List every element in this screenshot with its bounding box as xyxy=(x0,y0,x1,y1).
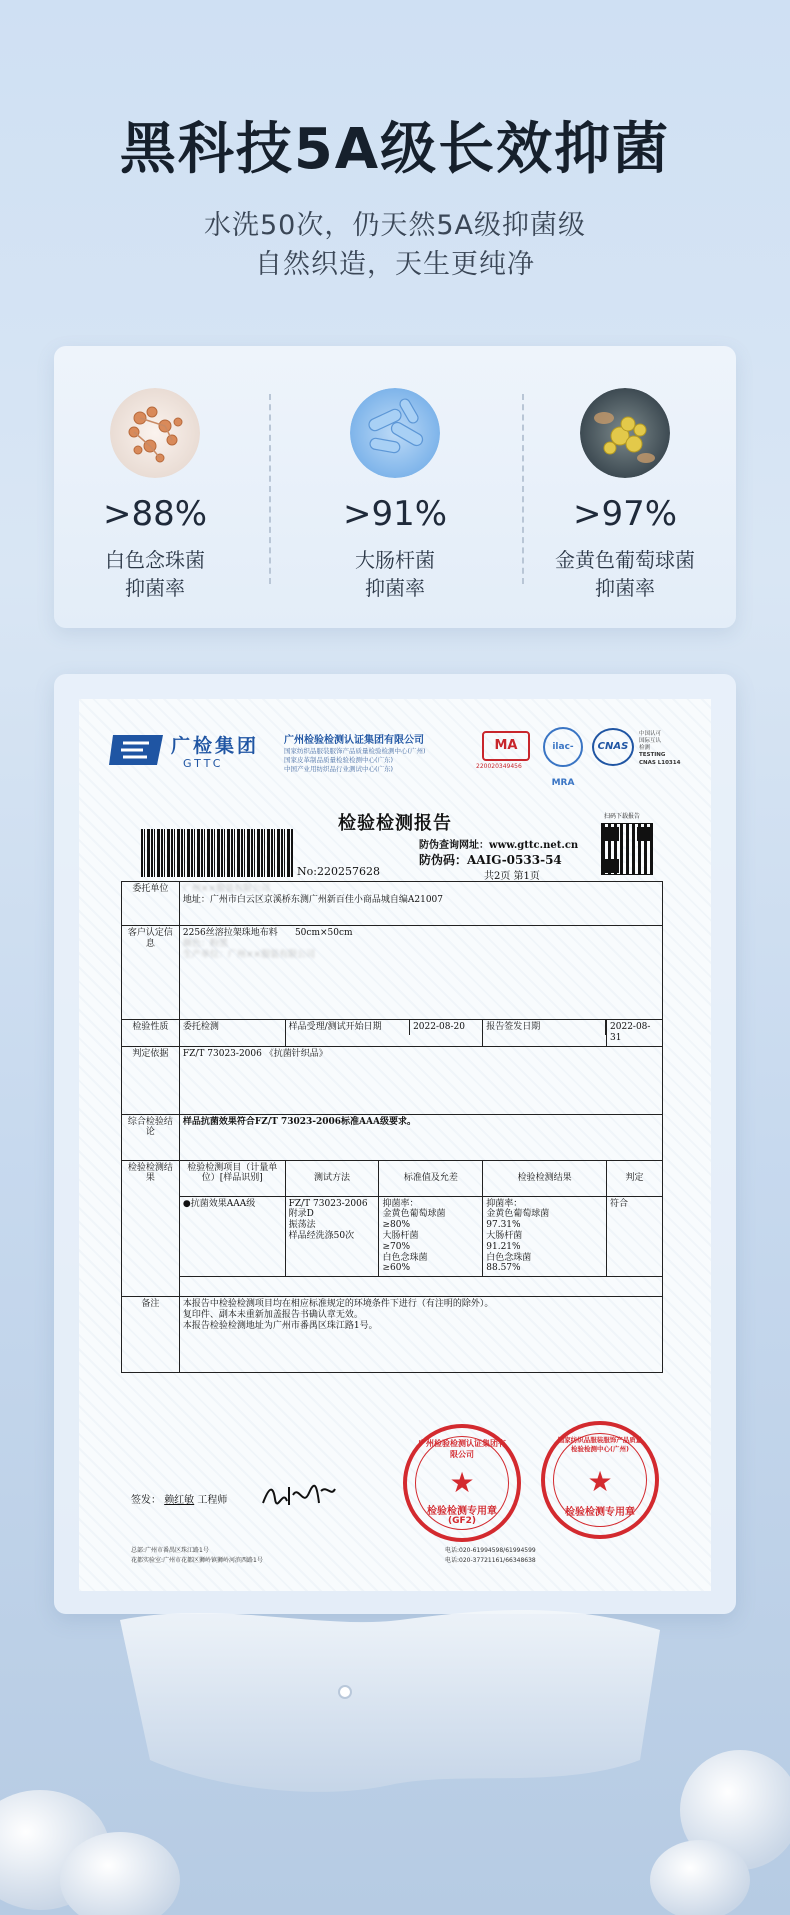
nature-value: 委托检测 xyxy=(179,1020,285,1047)
stat-e-coli xyxy=(294,346,496,628)
hero-title: 黑科技5A级长效抑菌 xyxy=(119,117,671,182)
seal-arc-text: 广州检验检测认证集团有限公司 xyxy=(418,1439,506,1459)
staphylococcus-microscope-image xyxy=(580,388,670,478)
report-title: 检验检测报告 xyxy=(338,813,452,834)
cnas-side-text: CNAS L10314 xyxy=(639,760,681,766)
basis-label: 判定依据 xyxy=(122,1046,180,1114)
company-sub-line: 国家皮革制品质量检验检测中心(广东) xyxy=(284,756,394,764)
client-info xyxy=(179,882,662,926)
stat-rate-label: 抑菌率 xyxy=(365,576,425,600)
conclusion-label: 综合检验结论 xyxy=(122,1114,180,1160)
inspection-seal-2 xyxy=(541,1421,659,1539)
standard-line: ≥60% xyxy=(382,1263,411,1274)
row-method xyxy=(285,1196,379,1277)
result-line: 91.21% xyxy=(486,1241,521,1252)
antibacterial-stats-card xyxy=(54,346,736,628)
sample-info xyxy=(179,926,662,1020)
remark-line: 本报告中检验检测项目均在相应标准规定的环境条件下进行（有注明的除外）。 xyxy=(182,1299,494,1310)
e-coli-microscope-image xyxy=(350,388,440,478)
result-line: 白色念珠菌 xyxy=(486,1252,532,1263)
standard-line: ≥70% xyxy=(382,1241,411,1252)
report-table xyxy=(121,881,663,1373)
cma-mark: MA xyxy=(482,731,530,761)
stat-divider xyxy=(269,394,271,584)
ilac-mra-mark: ilac-MRA xyxy=(543,727,583,767)
cma-number: 220020349456 xyxy=(476,763,522,770)
empty-row xyxy=(179,1277,662,1297)
candida-microscope-image xyxy=(110,388,200,478)
certificate-frame xyxy=(54,674,736,1614)
footer-phone-2: 电话:020-37721161/66348638 xyxy=(445,1557,536,1564)
result-line: 大肠杆菌 xyxy=(486,1230,523,1241)
verify-site: 防伪查询网址：www.gttc.net.cn xyxy=(419,840,579,851)
handwritten-signature xyxy=(259,1481,339,1509)
nature-label: 检验性质 xyxy=(122,1020,180,1047)
stat-rate-label: 抑菌率 xyxy=(595,576,655,600)
table-row xyxy=(122,1196,663,1277)
method-line: 样品经洗涤50次 xyxy=(288,1230,355,1241)
hero-subtitle-line1: 水洗50次，仍天然5A级抑菌级 xyxy=(203,210,586,241)
col-method-header: 测试方法 xyxy=(285,1160,379,1196)
result-line: 88.57% xyxy=(486,1263,521,1274)
stat-rate-label: 抑菌率 xyxy=(125,576,185,600)
method-line: 振荡法 xyxy=(288,1220,316,1231)
results-label: 检验检测结果 xyxy=(122,1160,180,1297)
brand-name-en: GTTC xyxy=(183,757,224,770)
stat-percent: >88% xyxy=(102,494,208,534)
verify-code: 防伪码：AAIG-0533-54 xyxy=(419,853,562,867)
hero-subtitle-line2: 自然织造，天生更纯净 xyxy=(255,249,535,280)
signer-name: 赖红敏 xyxy=(164,1495,195,1506)
test-report-document xyxy=(79,699,711,1591)
signer-block xyxy=(131,1491,227,1506)
stat-name: 大肠杆菌 xyxy=(355,548,435,572)
seal-code-text: (GF2) xyxy=(447,1516,477,1526)
star-icon: ★ xyxy=(587,1465,613,1498)
page-number: 共2页 第1页 xyxy=(484,871,540,882)
cnas-side-text: 检测 xyxy=(639,745,651,751)
stat-percent: >97% xyxy=(572,494,678,534)
received-value: 2022-08-20 xyxy=(413,1022,465,1032)
stat-name: 白色念珠菌 xyxy=(105,548,205,572)
stat-staphylococcus xyxy=(514,346,736,628)
issue-cell xyxy=(483,1020,607,1047)
signer-label: 签发： xyxy=(131,1495,161,1506)
seal-center-text: 检验检测专用章 xyxy=(565,1507,635,1518)
client-name: 广州××服装有限公司 xyxy=(182,884,270,894)
company-name: 广州检验检测认证集团有限公司 xyxy=(284,735,424,746)
cnas-mark: CNAS xyxy=(592,728,634,766)
row-item: ●抗菌效果AAA级 xyxy=(179,1196,285,1277)
star-icon: ★ xyxy=(449,1466,475,1499)
remark-label: 备注 xyxy=(122,1297,180,1373)
row-result xyxy=(483,1196,607,1277)
standard-line: ≥80% xyxy=(382,1220,411,1231)
received-cell xyxy=(285,1020,483,1047)
issue-value: 2022-08-31 xyxy=(607,1020,663,1047)
standard-line: 白色念珠菌 xyxy=(382,1252,428,1263)
standard-line: 金黄色葡萄球菌 xyxy=(382,1209,446,1220)
sample-name: 2256丝溶拉架珠地布料 xyxy=(182,928,278,938)
method-line: FZ/T 73023-2006 xyxy=(288,1198,368,1209)
result-line: 97.31% xyxy=(486,1220,521,1231)
seal-arc-text: 国家纺织品服装服饰产品质量检验检测中心(广州) xyxy=(557,1436,643,1453)
issue-label: 报告签发日期 xyxy=(483,1020,605,1035)
method-line: 附录D xyxy=(288,1209,314,1220)
stat-name: 金黄色葡萄球菌 xyxy=(555,548,695,572)
qr-code-icon xyxy=(601,823,653,875)
sample-size: 50cm×50cm xyxy=(294,928,353,938)
footer-address-2: 花都实验室:广州市花都区狮岭镇狮岭河滨西路1号 xyxy=(131,1557,263,1564)
footer-address-1: 总部:广州市番禺区珠江路1号 xyxy=(131,1547,209,1554)
standard-line: 抑菌率： xyxy=(382,1198,419,1209)
row-judge: 符合 xyxy=(607,1196,663,1277)
result-line: 金黄色葡萄球菌 xyxy=(486,1209,550,1220)
col-result-header: 检验检测结果 xyxy=(483,1160,607,1196)
inspection-seal-1 xyxy=(403,1424,521,1542)
gttc-logo-icon xyxy=(109,733,163,767)
qr-label: 扫码下载报告 xyxy=(604,813,641,820)
stat-percent: >91% xyxy=(342,494,448,534)
company-sub-line: 中国产业用纺织品行业测试中心(广东) xyxy=(284,765,394,773)
result-line: 抑菌率： xyxy=(486,1198,523,1209)
signer-title: 工程师 xyxy=(197,1495,228,1506)
col-item-header: 检验检测项目（计量单位）[样品识别] xyxy=(179,1160,285,1196)
footer-phone-1: 电话:020-61994598/61994599 xyxy=(445,1547,536,1554)
client-address: 地址：广州市白云区京溪桥东测广州新百佳小商品城自编A21007 xyxy=(182,894,444,905)
col-standard-header: 标准值及允差 xyxy=(379,1160,483,1196)
remark-line: 复印件、副本未重新加盖报告书确认章无效。 xyxy=(182,1309,363,1320)
standard-line: 大肠杆菌 xyxy=(382,1230,419,1241)
cotton-background-decoration xyxy=(0,1560,790,1915)
cnas-side-text: TESTING xyxy=(639,752,666,758)
barcode-icon xyxy=(141,829,293,877)
received-label: 样品受理/测试开始日期 xyxy=(286,1020,410,1035)
conclusion-value: 样品抗菌效果符合FZ/T 73023-2006标准AAA级要求。 xyxy=(179,1114,662,1160)
col-judge-header: 判定 xyxy=(607,1160,663,1196)
basis-value: FZ/T 73023-2006 《抗菌针织品》 xyxy=(179,1046,662,1114)
sample-producer: 生产单位：广州××服装有限公司 xyxy=(182,949,315,960)
sample-color: 颜色：粉黑 xyxy=(182,938,228,949)
remarks xyxy=(179,1297,662,1373)
stat-candida xyxy=(54,346,256,628)
cnas-side-text: 中国认可 xyxy=(639,731,662,737)
company-sub-line: 国家纺织品服装服饰产品质量检验检测中心(广州) xyxy=(284,747,426,755)
client-label: 委托单位 xyxy=(122,882,180,926)
cnas-side-text: 国际互认 xyxy=(639,738,662,744)
sample-label: 客户认定信息 xyxy=(122,926,180,1020)
seal-center-text: 检验检测专用章 xyxy=(427,1506,497,1517)
remark-line: 本报告检验检测地址为广州市番禺区珠江路1号。 xyxy=(182,1320,378,1331)
row-standard xyxy=(379,1196,483,1277)
brand-name-cn: 广检集团 xyxy=(171,735,260,757)
report-number: No:220257628 xyxy=(297,865,380,878)
